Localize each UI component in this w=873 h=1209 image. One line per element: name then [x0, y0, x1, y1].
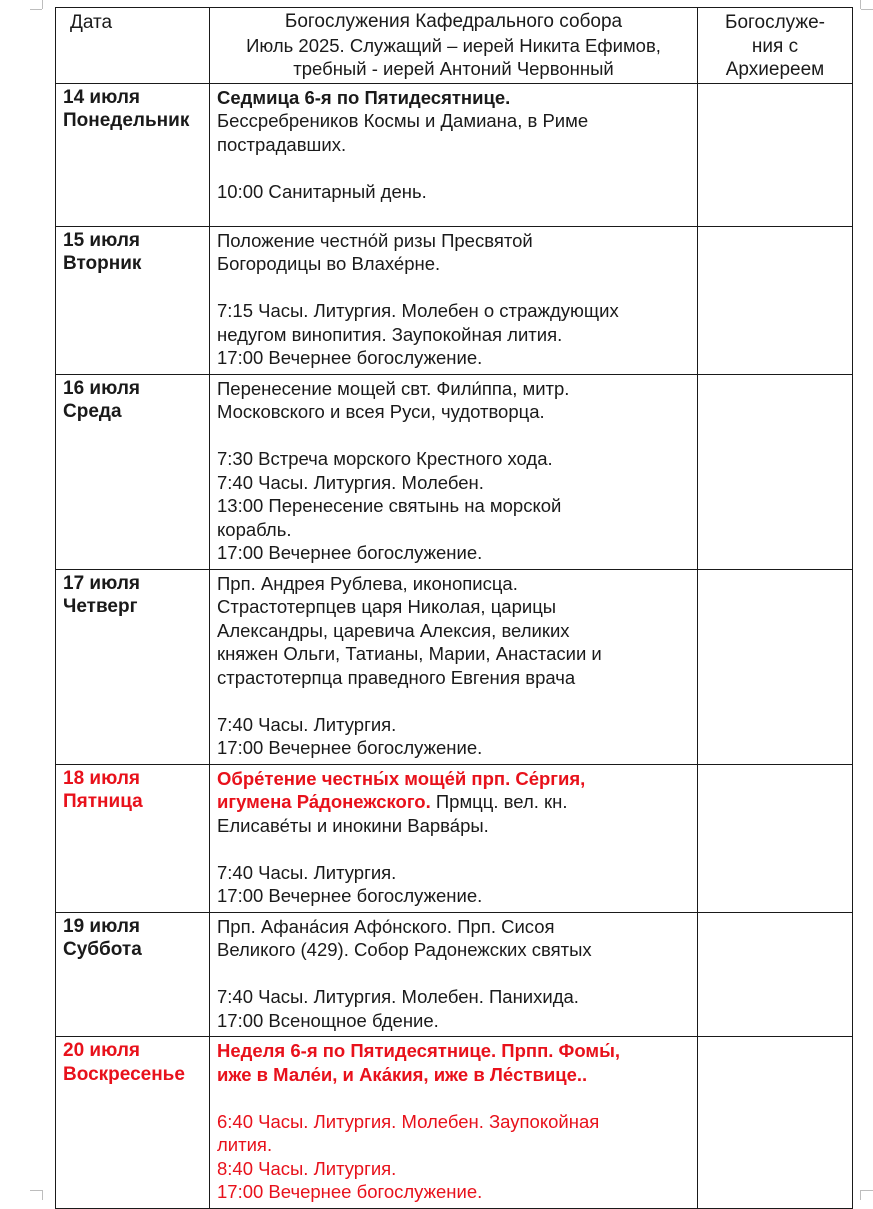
crop-mark: [30, 9, 42, 10]
service-line: 7:40 Часы. Литургия. Молебен. Панихида.: [217, 986, 579, 1007]
services-cell: Седмица 6-я по Пятидесятнице. Бессребреников Космы и Дамиана, в Риме пострадавших. 10:00 Санитарный день.: [210, 83, 698, 226]
feast-title: Неделя 6-я по Пятидесятнице. Прпп. Фомы́,: [217, 1040, 621, 1061]
service-line: 17:00 Вечернее богослужение.: [217, 737, 483, 758]
date-cell: 15 июля Вторник: [56, 226, 210, 374]
feast-title: игумена Ра́донежского.: [217, 791, 431, 812]
table-row: [56, 569, 853, 764]
crop-mark: [861, 9, 873, 10]
table-row: [56, 374, 853, 569]
bishop-cell: [698, 83, 853, 226]
service-line: 17:00 Вечернее богослужение.: [217, 347, 483, 368]
bishop-cell: [698, 569, 853, 764]
crop-mark: [860, 0, 861, 9]
services-cell: Перенесение мощей свт. Фили́ппа, митр. Московского и всея Руси, чудотворца. 7:30 Встреча морского Крестного хода. 7:40 Часы. Литургия. Молебен. 13:00 Перенесение святынь на морской корабль. 17:00 Вечернее богослужение.: [210, 374, 698, 569]
service-line: корабль.: [217, 518, 292, 540]
table-row: [56, 226, 853, 374]
crop-mark: [30, 1190, 42, 1191]
bishop-cell: [698, 226, 853, 374]
bishop-cell: [698, 1037, 853, 1209]
service-line: 7:30 Встреча морского Крестного хода.: [217, 448, 553, 469]
crop-mark: [42, 1190, 43, 1200]
schedule-subtitle-line: Июль 2025. Служащий – иерей Никита Ефимов,: [246, 34, 661, 56]
feast-title: Обре́тение честны́х моще́й прп. Се́ргия,: [217, 767, 586, 789]
bishop-cell: [698, 764, 853, 912]
date-cell: 19 июля Суббота: [56, 912, 210, 1037]
bishop-cell: [698, 912, 853, 1037]
service-line: 7:40 Часы. Литургия. Молебен.: [217, 471, 484, 493]
table-row: [56, 1037, 853, 1209]
date-cell: 16 июля Среда: [56, 374, 210, 569]
header-row: [56, 8, 853, 84]
schedule-subtitle-line: требный - иерей Антоний Червонный: [293, 58, 614, 79]
services-cell: [210, 1037, 698, 1209]
date-cell: 20 июля Воскресенье: [56, 1037, 210, 1209]
bishop-cell: [698, 374, 853, 569]
services-cell: Положение честно́й ризы Пресвятой Богородицы во Влахе́рне. 7:15 Часы. Литургия. Молебен о страждующих недугом винопития. Заупокойная лития. 17:00 Вечернее богослужение.: [210, 226, 698, 374]
services-column-header: [210, 8, 698, 84]
service-line: 8:40 Часы. Литургия.: [217, 1157, 397, 1179]
crop-mark: [42, 0, 43, 9]
service-line: лития.: [217, 1134, 273, 1155]
date-cell: 18 июля Пятница: [56, 764, 210, 912]
service-line: 17:00 Вечернее богослужение.: [217, 542, 483, 563]
date-column-header: Дата: [56, 8, 210, 84]
services-cell: Прп. Андрея Рублева, иконописца. Страстотерпцев царя Николая, царицы Александры, царевича Алексия, великих княжен Ольги, Татианы, Марии, Анастасии и страстотерпца праведного Евгения врача 7:40 Часы. Литургия. 17:00 Вечернее богослужение.: [210, 569, 698, 764]
schedule-title: Богослужения Кафедрального собора: [284, 11, 623, 32]
service-line: 13:00 Перенесение святынь на морской: [217, 495, 562, 516]
bishop-column-header: Богослуже- ния с Архиереем: [698, 8, 853, 84]
service-line: 10:00 Санитарный день.: [217, 180, 427, 202]
crop-mark: [861, 1190, 873, 1191]
date-cell: 14 июля Понедельник: [56, 83, 210, 226]
schedule-table: [55, 7, 853, 1209]
service-line: 17:00 Вечернее богослужение.: [217, 1181, 483, 1202]
service-line: 6:40 Часы. Литургия. Молебен. Заупокойная: [217, 1110, 600, 1132]
feast-title: иже в Мале́и, и Ака́кия, иже в Ле́ствице..: [217, 1063, 588, 1085]
service-line: 17:00 Вечернее богослужение.: [217, 885, 483, 906]
feast-title: Седмица 6-я по Пятидесятнице.: [217, 86, 511, 108]
service-line: 17:00 Всенощное бдение.: [217, 1009, 439, 1031]
service-line: недугом винопития. Заупокойная лития.: [217, 323, 563, 345]
service-line: 7:40 Часы. Литургия.: [217, 861, 397, 883]
table-row: [56, 764, 853, 912]
date-cell: 17 июля Четверг: [56, 569, 210, 764]
services-cell: Обре́тение честны́х моще́й прп. Се́ргия, игумена Ра́донежского. Прмцц. вел. кн. Елисаве́ты и инокини Варва́ры. 7:40 Часы. Литургия. 17:00 Вечернее богослужение.: [210, 764, 698, 912]
table-row: [56, 83, 853, 226]
services-cell: Прп. Афана́сия Афо́нского. Прп. Сисоя Великого (429). Собор Радонежских святых 7:40 Часы. Литургия. Молебен. Панихида. 17:00 Всенощное бдение.: [210, 912, 698, 1037]
crop-mark: [860, 1190, 861, 1200]
table-row: [56, 912, 853, 1037]
service-line: 7:15 Часы. Литургия. Молебен о страждующих: [217, 300, 619, 321]
service-line: 7:40 Часы. Литургия.: [217, 713, 397, 735]
